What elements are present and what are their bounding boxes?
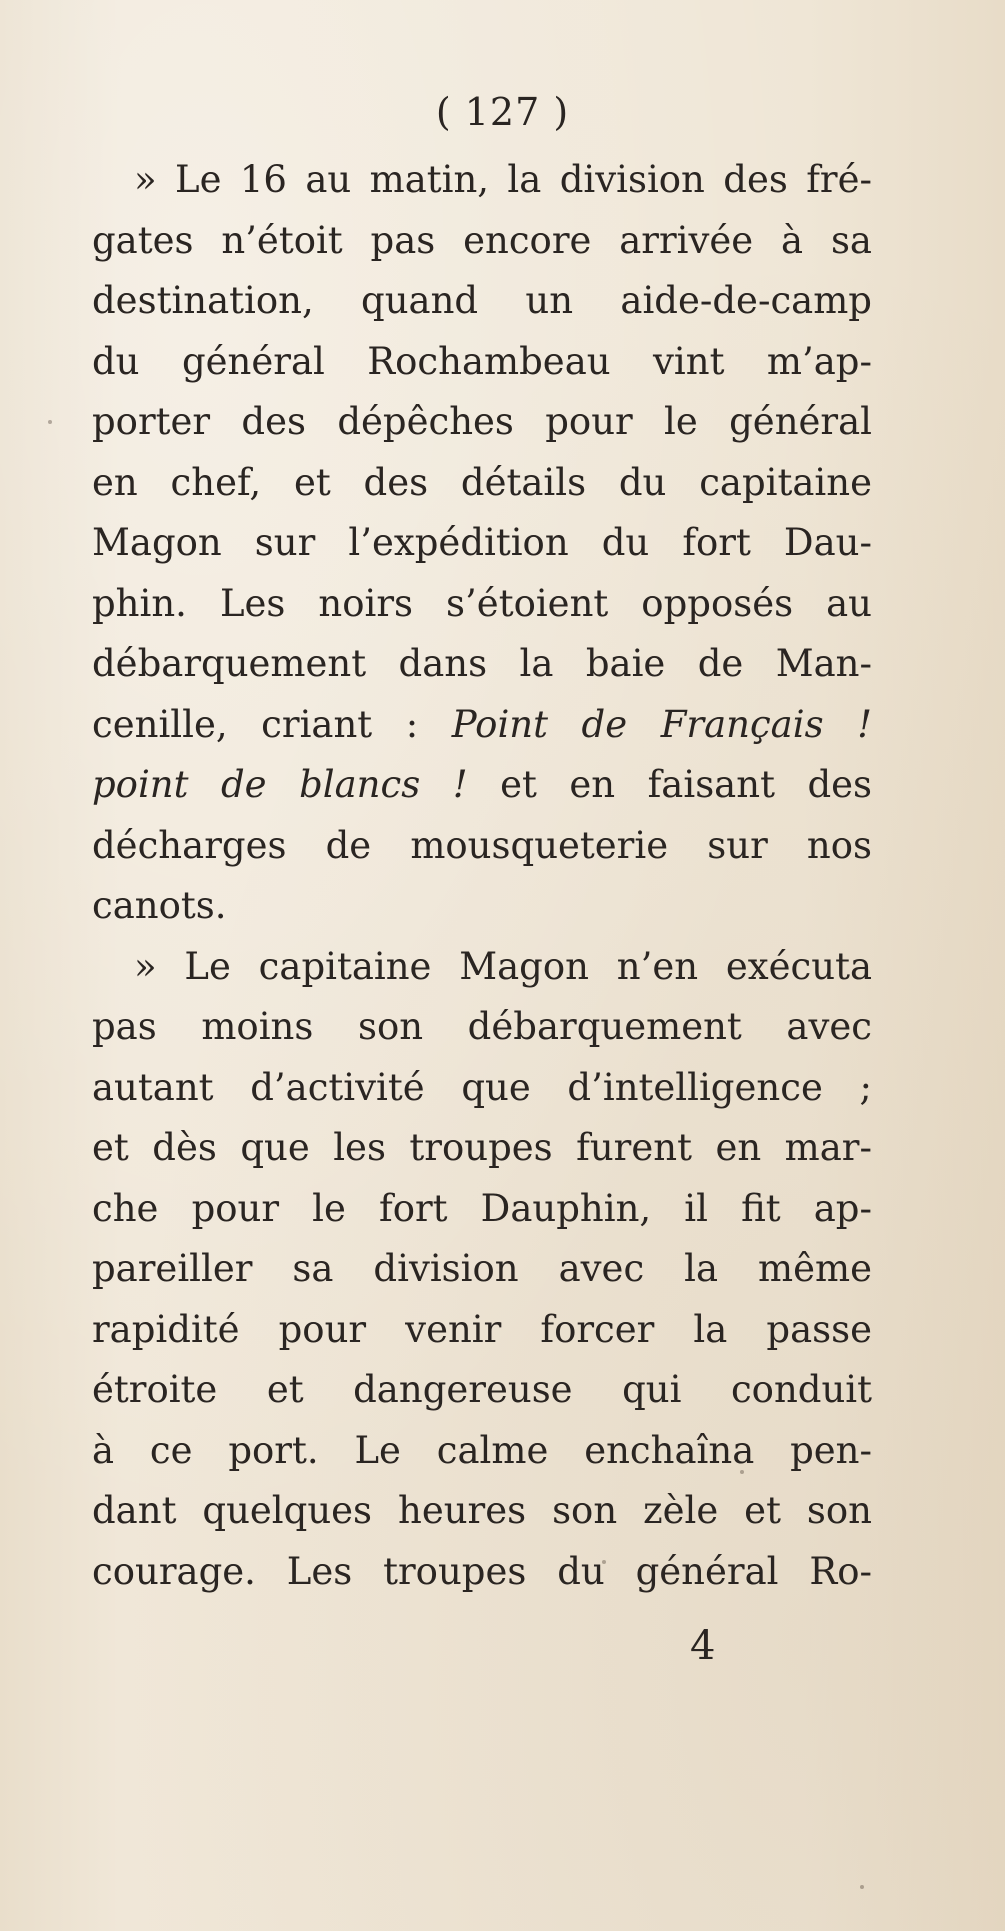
paper-speck (740, 1470, 744, 1474)
text-line (92, 755, 872, 816)
text-line: Magon sur l’expédition du fort Dau- (92, 521, 872, 564)
paper-speck (860, 1885, 864, 1889)
text-line: dant quelques heures son zèle et son (92, 1489, 872, 1532)
body-text (92, 150, 872, 1602)
text-line: à ce port. Le calme enchaîna pen- (92, 1428, 872, 1472)
text-run: cenille, criant : (92, 702, 452, 746)
page-number: ( 127 ) (435, 90, 570, 134)
italic-text: Point de Français ! (451, 702, 872, 746)
text-line: che pour le fort Dauphin, il fit ap- (92, 1186, 872, 1230)
text-line: destination, quand un aide-de-camp (92, 279, 872, 322)
text-line: rapidité pour venir forcer la passe (92, 1307, 872, 1351)
text-line: et dès que les troupes furent en mar- (92, 1126, 872, 1169)
text-line: pareiller sa division avec la même (92, 1247, 872, 1290)
italic-text: point de blancs ! (92, 763, 468, 806)
text-line: débarquement dans la baie de Man- (92, 642, 872, 685)
paper-speck (48, 420, 52, 424)
text-line: du général Rochambeau vint m’ap- (92, 339, 872, 383)
text-line: en chef, et des détails du capitaine (92, 460, 872, 504)
text-line: » Le capitaine Magon n’en exécuta (134, 944, 872, 988)
paper-speck (602, 1560, 606, 1564)
text-line: étroite et dangereuse qui conduit (92, 1368, 872, 1411)
text-line: pas moins son débarquement avec (92, 1005, 872, 1048)
signature-mark: 4 (690, 1623, 716, 1669)
text-line: autant d’activité que d’intelligence ; (92, 1065, 872, 1109)
text-line: » Le 16 au matin, la division des fré- (134, 158, 872, 201)
text-line: gates n’étoit pas encore arrivée à sa (92, 218, 872, 262)
text-line: décharges de mousqueterie sur nos (92, 823, 872, 867)
text-line (92, 695, 872, 756)
text-line: canots. (92, 884, 227, 927)
text-line: porter des dépêches pour le général (92, 400, 872, 443)
text-line: phin. Les noirs s’étoient opposés au (92, 581, 872, 625)
text-run: et en faisant des (467, 763, 873, 806)
text-line: courage. Les troupes du général Ro- (92, 1549, 872, 1593)
